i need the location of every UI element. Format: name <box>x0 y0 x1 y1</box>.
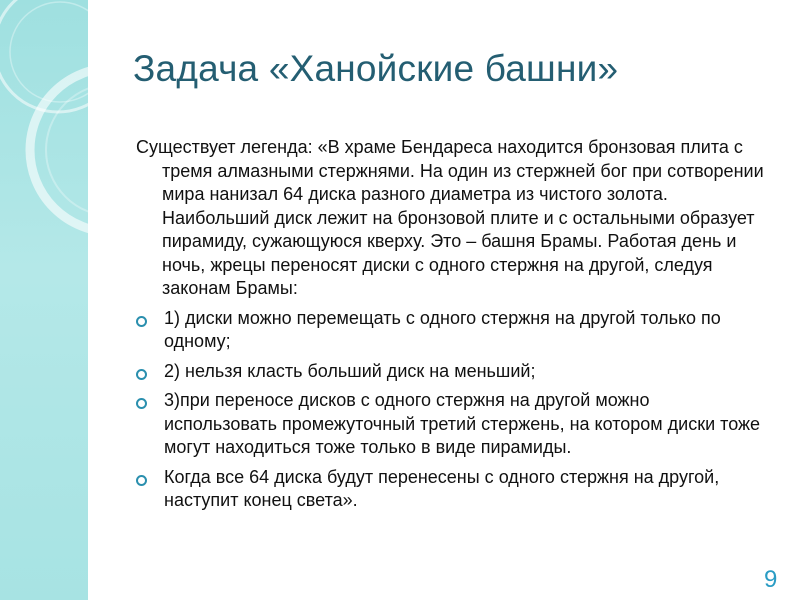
bullet-icon <box>136 369 147 380</box>
slide-title: Задача «Ханойские башни» <box>133 48 619 89</box>
list-item <box>136 389 766 460</box>
intro-paragraph: Существует легенда: «В храме Бендареса находится бронзовая плита с тремя алмазными стержнями. На один из стержней бог при сотворении мира нанизал 64 диска разного диаметра из чистого золота. Наибольший диск лежит на бронзовой плите и с остальными образует пирамиду, сужающуюся кверху. Это – башня Брамы. Работая день и ночь, жрецы переносят диски с одного стержня на другой, следуя законам Брамы: <box>136 137 764 298</box>
slide-body <box>136 136 766 519</box>
list-item <box>136 307 766 354</box>
side-decor-band <box>0 0 88 600</box>
list-item-text: 2) нельзя класть больший диск на меньший; <box>164 360 536 381</box>
list-item <box>136 466 766 513</box>
bullet-icon <box>136 398 147 409</box>
list-item-text: Когда все 64 диска будут перенесены с одного стержня на другой, наступит конец света». <box>164 466 720 510</box>
bullet-icon <box>136 475 147 486</box>
decorative-circles <box>0 0 88 600</box>
bullet-icon <box>136 316 147 327</box>
list-item <box>136 360 766 384</box>
list-item-text: 1) диски можно перемещать с одного стержня на другой только по одному; <box>164 307 721 351</box>
rules-list <box>136 307 766 513</box>
list-item-text: 3)при переносе дисков с одного стержня на другой можно использовать промежуточный третий стержень, на котором диски тоже могут находиться тоже только в виде пирамиды. <box>164 390 761 457</box>
page-number: 9 <box>764 566 778 593</box>
